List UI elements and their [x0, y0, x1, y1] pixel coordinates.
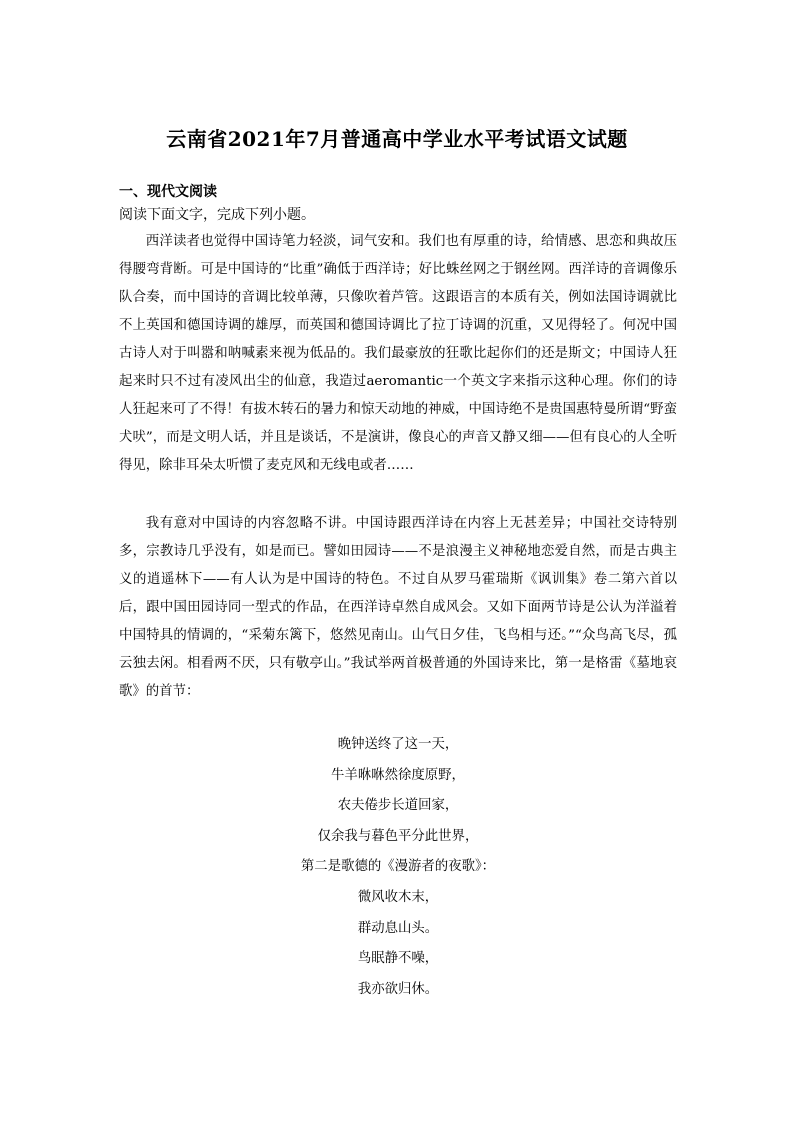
poem-line: 牛羊咻咻然徐度原野， [331, 767, 465, 783]
poem-line: 我亦欲归休。 [357, 981, 439, 997]
poem-2-intro: 第二是歌德的《漫游者的夜歌》： [300, 859, 496, 874]
poem-line: 晚钟送终了这一天， [337, 737, 459, 752]
page-title: 云南省2021年7月普通高中学业水平考试语文试题 [166, 127, 628, 151]
poem-gray-elegy [119, 730, 677, 852]
poem-line: 微风收木末， [357, 890, 439, 905]
paragraph-1: 西洋读者也觉得中国诗笔力轻淡，词气安和。我们也有厚重的诗，给情感、思恋和典故压得腰弯背断。可是中国诗的“比重”确低于西洋诗；好比蛛丝网之于钢丝网。西洋诗的音调像乐队合奏，而中国诗的音调比较单薄，只像吹着芦管。这跟语言的本质有关，例如法国诗调就比不上英国和德国诗调的雄厚，而英国和德国诗调比了拉丁诗调的沉重，又见得轻了。何况中国古诗人对于叫嚣和呐喊素来视为低品的。我们最豪放的狂歌比起你们的还是斯文；中国诗人狂起来时只不过有凌风出尘的仙意，我造过aeromantic一个英文字来指示这种心理。你们的诗人狂起来可了不得！有拔木转石的暑力和惊天动地的神威，中国诗绝不是贵国惠特曼所谓“野蛮犬吠”，而是文明人话，并且是谈话，不是演讲，像良心的声音又静又细——但有良心的人全听得见，除非耳朵太听惯了麦克风和无线电或者…… [119, 234, 677, 473]
poem-line: 仅余我与暮色平分此世界， [317, 828, 479, 844]
reading-instruction: 阅读下面文字，完成下列小题。 [119, 207, 315, 223]
section-heading: 一、现代文阅读 [119, 184, 217, 200]
poem-line: 群动息山头。 [357, 920, 439, 936]
paragraph-2: 我有意对中国诗的内容忽略不讲。中国诗跟西洋诗在内容上无甚差异；中国社交诗特别多，宗教诗几乎没有，如是而已。譬如田园诗——不是浪漫主义神秘地恋爱自然，而是古典主义的逍遥林下——有人认为是中国诗的特色。不过自从罗马霍瑞斯《讽训集》卷二第六首以后，跟中国田园诗同一型式的作品，在西洋诗卓然自成风会。又如下面两节诗是公认为洋溢着中国特具的情调的，“采菊东篱下，悠然见南山。山气日夕佳，飞鸟相与还。”“众鸟高飞尽，孤云独去闲。相看两不厌，只有敬亭山。”我试举两首极普通的外国诗来比，第一是格雷《墓地哀歌》的首节： [119, 516, 677, 699]
poem-goethe-night-song [119, 883, 677, 1005]
poem-line: 鸟眠静不噪， [357, 951, 439, 966]
poem-line: 农夫倦步长道回家， [337, 798, 459, 813]
